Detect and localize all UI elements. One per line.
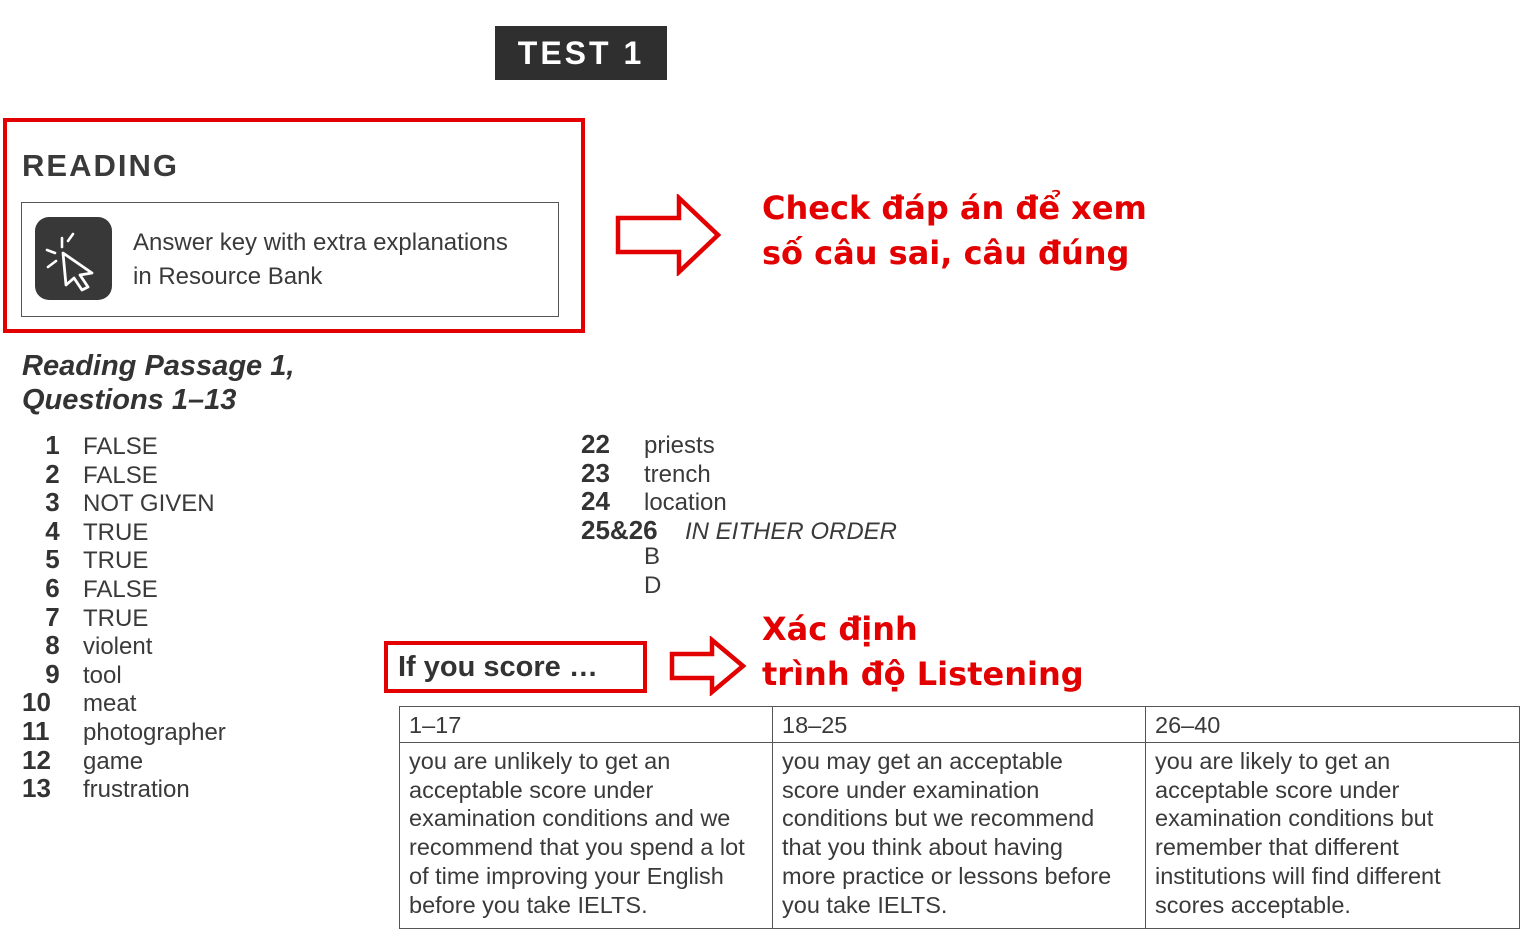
- advice-line: scores acceptable.: [1155, 891, 1351, 918]
- answer-number: 7: [45, 601, 60, 632]
- reading-heading: READING: [22, 148, 179, 183]
- score-table: [399, 706, 1520, 929]
- answer-number: 4: [45, 515, 60, 546]
- answer-row: [22, 659, 122, 687]
- answer-row: [22, 687, 137, 718]
- answer-number: 2: [45, 458, 60, 489]
- resource-line-1: Answer key with extra explanations: [133, 229, 508, 256]
- score-heading: If you score …: [398, 651, 598, 683]
- answer-number: 25&26: [581, 514, 658, 545]
- check-annotation-line-2: số câu sai, câu đúng: [762, 234, 1130, 272]
- advice-line: of time improving your English: [409, 862, 724, 889]
- level-annotation-line-1: Xác định: [762, 610, 918, 648]
- answer-row: [22, 430, 158, 458]
- answer-row: [22, 544, 149, 575]
- advice-line: more practice or lessons before: [782, 862, 1112, 889]
- advice-line: institutions will find different: [1155, 862, 1441, 889]
- answer-value: photographer: [83, 719, 226, 746]
- answer-number: 1: [45, 430, 60, 460]
- answer-value: trench: [644, 460, 711, 488]
- right-arrow-icon: [614, 194, 724, 276]
- answer-number: 23: [581, 457, 610, 488]
- advice-line: you may get an acceptable: [782, 748, 1063, 774]
- answer-number: 8: [45, 630, 60, 661]
- answer-value: TRUE: [83, 604, 149, 632]
- answer-value: TRUE: [83, 547, 149, 575]
- listening-level-annotation: [762, 607, 1084, 697]
- advice-line: you are unlikely to get an: [409, 748, 671, 774]
- answer-row: [581, 429, 715, 457]
- answer-row: [22, 716, 226, 744]
- answer-row: [22, 459, 158, 487]
- answer-value: FALSE: [83, 433, 158, 460]
- advice-line: score under examination: [782, 776, 1040, 803]
- answer-number: 3: [45, 487, 60, 518]
- advice-line: you are likely to get an: [1155, 748, 1391, 774]
- answer-row: [22, 573, 158, 601]
- level-annotation-line-2: trình độ Listening: [762, 655, 1084, 693]
- answer-value: B: [644, 543, 661, 571]
- answer-row: [644, 572, 661, 600]
- answer-row: [581, 515, 897, 543]
- answer-row: [22, 745, 143, 773]
- answer-note: IN EITHER ORDER: [685, 517, 898, 545]
- right-arrow-icon: [668, 636, 748, 696]
- answer-row: [22, 773, 190, 804]
- answer-number: 9: [45, 658, 60, 689]
- answer-number: 11: [22, 716, 50, 746]
- advice-line: that you think about having: [782, 834, 1063, 861]
- score-advice-cell: [1146, 743, 1520, 929]
- answer-row: [581, 458, 711, 486]
- advice-line: acceptable score under: [1155, 776, 1400, 803]
- answer-value: meat: [83, 690, 137, 718]
- passage-title: [22, 349, 294, 417]
- check-answers-annotation: [762, 186, 1147, 276]
- advice-line: examination conditions but: [1155, 805, 1434, 832]
- answer-value: FALSE: [83, 576, 158, 603]
- score-table-body-row: [400, 743, 1520, 929]
- answer-row: [644, 543, 660, 571]
- resource-bank-text: [133, 226, 508, 294]
- test-badge: TEST 1: [495, 26, 667, 80]
- answer-value: game: [83, 747, 144, 775]
- score-range-cell: 26–40: [1146, 707, 1520, 743]
- advice-line: before you take IELTS.: [409, 891, 648, 918]
- answer-row: [22, 630, 153, 661]
- answer-value: location: [644, 489, 727, 517]
- answer-value: tool: [83, 661, 122, 689]
- answer-value: frustration: [83, 776, 190, 804]
- score-table-header-row: [400, 707, 1520, 743]
- answer-value: D: [644, 572, 662, 599]
- check-annotation-line-1: Check đáp án để xem: [762, 189, 1147, 227]
- answer-number: 6: [45, 573, 60, 603]
- answer-row: [22, 516, 148, 544]
- resource-line-2: in Resource Bank: [133, 263, 323, 290]
- score-advice-cell: [400, 743, 773, 929]
- answer-value: violent: [83, 633, 153, 661]
- advice-line: conditions but we recommend: [782, 805, 1095, 832]
- answer-row: [581, 486, 727, 517]
- score-range-cell: 18–25: [773, 707, 1146, 743]
- answer-row: [22, 487, 215, 518]
- advice-line: you take IELTS.: [782, 891, 948, 918]
- score-range-cell: 1–17: [400, 707, 773, 743]
- answer-value: TRUE: [83, 518, 149, 546]
- answer-value: priests: [644, 432, 715, 459]
- advice-line: examination conditions and we: [409, 805, 731, 832]
- score-advice-cell: [773, 743, 1146, 929]
- answer-number: 5: [45, 544, 60, 575]
- advice-line: recommend that you spend a lot: [409, 834, 745, 861]
- answer-number: 24: [581, 486, 610, 517]
- advice-line: remember that different: [1155, 834, 1399, 861]
- answer-number: 13: [22, 773, 51, 804]
- passage-title-line-2: Questions 1–13: [22, 384, 237, 416]
- answer-value: FALSE: [83, 461, 158, 489]
- answer-number: 22: [581, 429, 610, 459]
- cursor-click-icon: [35, 217, 112, 300]
- answer-number: 10: [22, 687, 51, 718]
- answer-value: NOT GIVEN: [83, 490, 215, 518]
- answer-number: 12: [22, 744, 51, 775]
- passage-title-line-1: Reading Passage 1,: [22, 350, 295, 382]
- advice-line: acceptable score under: [409, 776, 654, 803]
- answer-row: [22, 602, 148, 630]
